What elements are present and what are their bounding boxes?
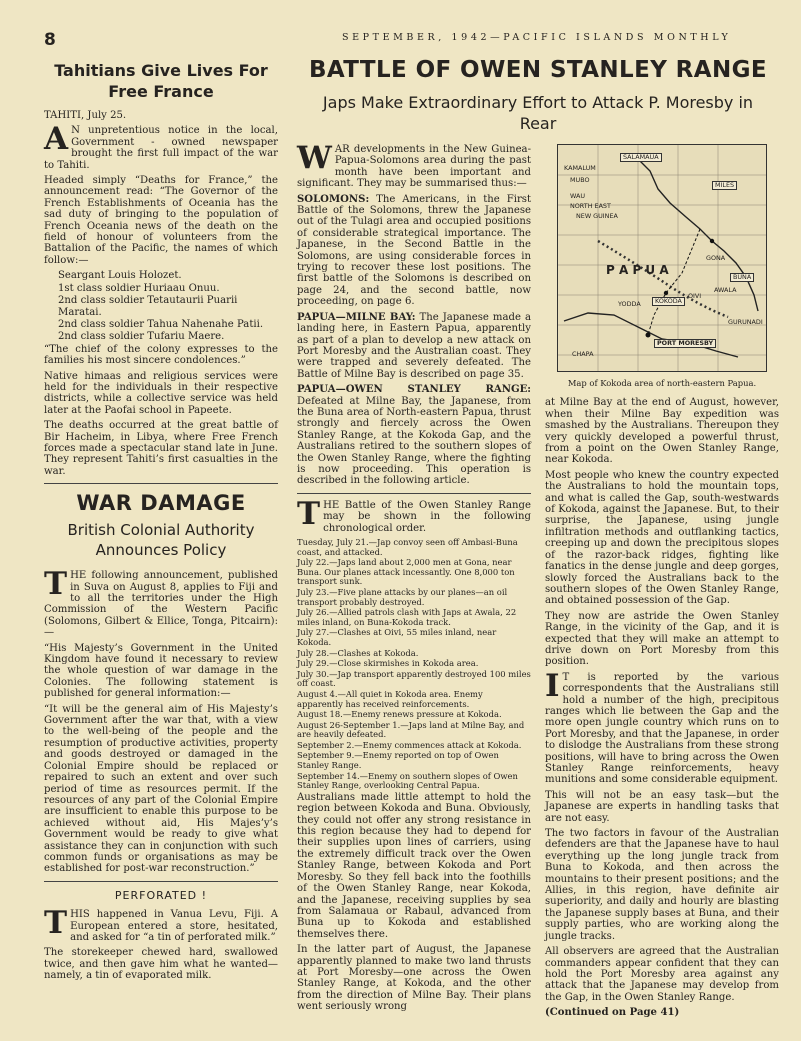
map-label-gurunadi: GURUNADI (728, 318, 763, 326)
column-left (44, 58, 278, 986)
drop-cap: T (44, 905, 68, 942)
map-label-kokoda: KOKODA (652, 297, 685, 306)
drop-cap: I (545, 667, 560, 704)
milne-bay-paragraph: PAPUA—MILNE BAY: The Japanese made a landing here, in Eastern Papua, apparently as part of a plan to develop a new attack on Port Moresby and the Australian coast. They were trapped and severely defeated. The Battle of Milne Bay is described on page 35. (297, 311, 531, 380)
tahiti-dateline: TAHITI, July 25. (44, 110, 127, 121)
map-label-salamaua: SALAMAUA (620, 153, 662, 162)
casualty-list (44, 270, 278, 342)
page-number: 8 (44, 30, 56, 50)
map-label-port-moresby: PORT MORESBY (654, 339, 716, 348)
battle-paragraph: They now are astride the Owen Stanley Range, in the vicinity of the Gap, and it is expected that they will make an attempt to drive down on Port Moresby from this position. (545, 610, 779, 668)
perforated-paragraph: THIS happened in Vanua Levu, Fiji. A European entered a store, hesitated, and asked for “a tin of perforated milk.” (44, 905, 278, 943)
casualty-name: 2nd class soldier Tahua Nahenahe Patii. (58, 318, 264, 330)
owen-stanley-paragraph: PAPUA—OWEN STANLEY RANGE: Defeated at Milne Bay, the Japanese, from the Buna area of North-eastern Papua, thrust strongly and fiercely across the Owen Stanley Range, at the Kokoda Gap, and the Australians retired to the southern slopes of the Owen Stanley Range, where the fighting is now proceeding. This operation is described in the following article. (297, 384, 531, 487)
war-damage-headline: WAR DAMAGE (76, 491, 246, 516)
battle-paragraph: The two factors in favour of the Australian defenders are that the Japanese have to haul everything up the long jungle track from Buna to Kokoda, and then across the mountains to their present positions; and the Allies, in this region, have definite air superiority, and daily and hourly are blasting the Japanese supply bases at Buna, and their supply parties, who are working along the jungle tracks. (545, 828, 779, 942)
column-middle (297, 140, 531, 1017)
map-label-chapa: CHAPA (572, 350, 594, 358)
chronology-entry: July 22.—Japs land about 2,000 men at Gona, near Buna. Our planes attack incessantly. One 8,000 ton transport sunk. (297, 557, 515, 587)
war-damage-paragraph: THE following announcement, published in Suva on August 8, applies to Fiji and to all the territories under the High Commission of the Western Pacific (Solomons, Gilbert & Ellice, Tonga, Pitcairn):— (44, 566, 278, 639)
battle-paragraph: This will not be an easy task—but the Japanese are experts in handling tasks that are not easy. (545, 789, 779, 824)
war-damage-paragraph: “It will be the general aim of His Majesty’s Government after the war that, with a view to the well-being of the people and the resumption of productive activities, property and goods destroyed or damaged in the Colonial Empire should be replaced or repaired to such an extent and over such period of time as resources permit. If the resources of any part of the Colonial Empire are insufficient to enable this purpose to be achieved without aid, His Majes’y’s Government would be ready to give what assistance they can in conjunction with such common funds or organisations as may be established for post-war reconstruction.” (44, 703, 278, 875)
map-label-awala: AWALA (714, 286, 737, 294)
running-head: SEPTEMBER, 1942—PACIFIC ISLANDS MONTHLY (342, 32, 732, 43)
chronology-entry: July 29.—Close skirmishes in Kokoda area. (297, 658, 479, 669)
chronology-entry: July 26.—Allied patrols clash with Japs at Awala, 22 miles inland, on Buna-Kokoda track. (297, 607, 517, 627)
tahiti-paragraph: A N unpretentious notice in the local, Government - owned newspaper brought the first full impact of the war to Tahiti. (44, 121, 278, 171)
chronology-entry: September 9.—Enemy reported on top of Owen Stanley Range. (297, 750, 499, 771)
drop-cap: T (297, 495, 321, 532)
map-label-buna: BUNA (730, 273, 754, 282)
drop-cap: T (44, 566, 68, 603)
battle-paragraph: WAR developments in the New Guinea-Papua-Solomons area during the past month have been important and significant. They may be summarised thus:— (297, 140, 531, 190)
map-caption: Map of Kokoda area of north-eastern Papua. (567, 378, 757, 388)
battle-paragraph: In the latter part of August, the Japanese apparently planned to make two land thrusts at Port Moresby—one across the Owen Stanley Range, at Kokoda, and the other from the direction of Milne Bay. Their plans went seriously wrong (297, 944, 531, 1013)
perforated-paragraph: The storekeeper chewed hard, swallowed twice, and then gave him what he wanted—namely, a tin of evaporated milk. (44, 947, 278, 982)
chronology-entry: August 18.—Enemy renews pressure at Kokoda. (297, 709, 502, 720)
map-label-oivi: OIVI (688, 292, 702, 300)
tahiti-paragraph: “The chief of the colony expresses to the families his most sincere condolences.” (44, 343, 278, 367)
war-damage-paragraph: “His Majesty’s Government in the United Kingdom have found it necessary to review the whole question of war damage in the Colonies. The following statement is published for general information:— (44, 642, 278, 700)
casualty-name: 2nd class soldier Tetautaurii Puarii Maratai. (58, 295, 238, 318)
chronology-entry: August 4.—All quiet in Kokoda area. Enemy apparently has received reinforcements. (297, 688, 483, 709)
map-label-yodda: YODDA (618, 300, 641, 308)
battle-paragraph: THE Battle of the Owen Stanley Range may be shown in the following chronological order. (297, 495, 531, 534)
chronology-entry: September 2.—Enemy commences attack at Kokoda. (297, 739, 522, 750)
tahiti-paragraph: The deaths occurred at the great battle of Bir Hacheim, in Libya, where Free French forces made a spectacular stand late in June. They represent Tahiti’s first casualties in the war. (44, 420, 278, 477)
map-label-miles: MILES (712, 181, 737, 190)
chronology-entry: August 26-September 1.—Japs land at Milne Bay, and are heavily defeated. (297, 719, 525, 740)
map-label-gona: GONA (706, 254, 726, 262)
chronology-entry: July 27.—Clashes at Oivi, 55 miles inland, near Kokoda. (297, 627, 497, 647)
casualty-name: Seargant Louis Holozet. (58, 270, 182, 282)
divider (44, 881, 278, 882)
tahiti-paragraph: Headed simply “Deaths for France,” the announcement read: “The Governor of the French Establishments of Oceania has the sad duty of bringing to the population of French Oceania news of the death on the field of honour of volunteers from the Battalion of the Pacific, the names of which follow:— (44, 175, 278, 266)
chronology-entry: September 14.—Enemy on southern slopes of Owen Stanley Range, overlooking Central Papua. (297, 770, 518, 791)
casualty-name: 2nd class soldier Tufariu Maere. (58, 331, 225, 343)
map-label-mubo: MUBO (570, 176, 590, 184)
tahiti-headline: Tahitians Give Lives For Free France (54, 61, 268, 101)
casualty-name: 1st class soldier Huriaau Onuu. (58, 282, 220, 294)
war-damage-deck: British Colonial Authority Announces Policy (67, 521, 255, 560)
chronology-entry: July 28.—Clashes at Kokoda. (297, 647, 419, 658)
battle-headline: BATTLE OF OWEN STANLEY RANGE (308, 57, 768, 83)
chronology-entry: Tuesday, July 21.—Jap convoy seen off Ambasi-Buna coast, and attacked. (297, 537, 518, 557)
battle-paragraph: Most people who knew the country expected the Australians to hold the mountain tops, and what is called the Gap, south-westwards of Kokoda, against the Japanese. But, to their surprise, the Japanese, using jungle infiltration methods and outflanking tactics, creeping up and down the precipitous slopes of the razor-back ridges, fighting like fanatics in the dense jungle and deep gorges, slowly forced the Australians back to the southern slopes of the Owen Stanley Range, and obtained possession of the Gap. (545, 469, 779, 607)
chronology-entry: July 30.—Jap transport apparently destroyed 100 miles off coast. (297, 668, 531, 689)
perforated-headline: PERFORATED ! (114, 888, 208, 902)
battle-paragraph: at Milne Bay at the end of August, however, when their Milne Bay expedition was smashed by the Australians. Thereupon they very quickly developed a powerful thrust, from a point on the Owen Stanley Range, near Kokoda. (545, 397, 779, 466)
battle-paragraph: All observers are agreed that the Australian commanders appear confident that they can hold the Port Moresby area against any attack that the Japanese may develop from the Gap, in the Owen Stanley Range. (545, 946, 779, 1003)
chronology-list (297, 538, 531, 791)
battle-paragraph: Australians made little attempt to hold the region between Kokoda and Buna. Obviously, they could not offer any strong resistance in this region because they had to depend for their supplies upon lines of carriers, using the extremely difficult track over the Owen Stanley Range, between Kokoda and Port Moresby. So they fell back into the foothills of the Owen Stanley Range, near Kokoda, and the Japanese, receiving supplies by sea from Salamaua or Rabaul, advanced from Buna up to Kokoda and established themselves there. (297, 791, 531, 940)
map-label-papua: P A P U A (606, 263, 669, 277)
drop-cap: W (297, 140, 332, 176)
divider (297, 493, 531, 494)
divider (44, 483, 278, 484)
kokoda-map (557, 144, 767, 372)
battle-paragraph: I T is reported by the various correspondents that the Australians still hold a number of the high, precipitous ranges which lie between the Gap and the more open jungle country which runs on to Port Moresby, and that the Japanese, in order to dislodge the Australians from these strong positions, will have to bring across the Owen Stanley Range reinforcements, heavy munitions and some considerable equipment. (545, 667, 779, 786)
map-label-new-guinea: NEW GUINEA (576, 212, 618, 220)
map-label-kamalum: KAMALUM (564, 164, 596, 172)
map-label-wau: WAU (570, 192, 586, 200)
tahiti-paragraph: Native himaas and religious services were held for the individuals in their respective districts, while a collective service was held later at the Paofai school in Papeete. (44, 370, 278, 416)
drop-cap: A (44, 121, 69, 158)
continued-note: (Continued on Page 41) (545, 1007, 680, 1019)
chronology-entry: July 23.—Five plane attacks by our planes—an oil transport probably destroyed. (297, 586, 508, 607)
battle-deck: Japs Make Extraordinary Effort to Attack P. Moresby in Rear (322, 93, 754, 133)
solomons-paragraph: SOLOMONS: The Americans, in the First Battle of the Solomons, threw the Japanese out of the Tulagi area and occupied positions of considerable strategical importance. The Japanese, in the Second Battle in the Solomons, are using considerable forces in trying to recover these lost positions. The first battle of the Solomons is described on page 24, and the second battle, now proceeding, on page 6. (297, 193, 531, 308)
map-label-north-east: NORTH EAST (570, 202, 611, 210)
column-right (545, 144, 779, 1023)
